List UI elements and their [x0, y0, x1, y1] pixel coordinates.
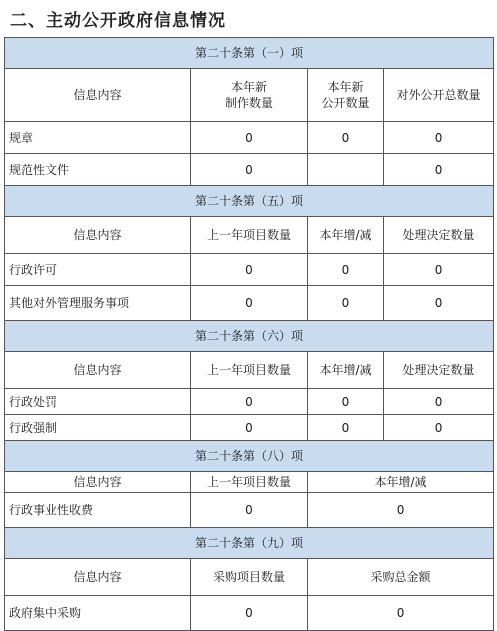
- cell-value: 0: [384, 154, 494, 186]
- cell-value: 0: [191, 254, 308, 286]
- column-header-row: [5, 69, 494, 122]
- column-header-row: [5, 217, 494, 254]
- column-header: 对外公开总数量: [384, 69, 494, 122]
- cell-value: 0: [384, 122, 494, 154]
- cell-value: 0: [308, 254, 384, 286]
- row-label: 其他对外管理服务事项: [5, 286, 191, 321]
- section-title: 第二十条第（五）项: [5, 186, 494, 217]
- cell-value: 0: [308, 415, 384, 441]
- row-label: 行政处罚: [5, 389, 191, 415]
- section-header-row: [5, 528, 494, 559]
- cell-value: 0: [308, 389, 384, 415]
- cell-value: 0: [191, 596, 308, 631]
- section-header-row: [5, 38, 494, 69]
- table-row: [5, 154, 494, 186]
- cell-value: [308, 154, 384, 186]
- column-header: 本年增/减: [308, 472, 494, 493]
- column-header: 信息内容: [5, 217, 191, 254]
- cell-value: 0: [384, 389, 494, 415]
- table-row: [5, 415, 494, 441]
- cell-value: 0: [308, 493, 494, 528]
- row-label: 行政事业性收费: [5, 493, 191, 528]
- column-header: 处理决定数量: [384, 352, 494, 389]
- column-header: 信息内容: [5, 472, 191, 493]
- table-row: [5, 254, 494, 286]
- table-row: [5, 596, 494, 631]
- column-header: 信息内容: [5, 69, 191, 122]
- section-title: 第二十条第（一）项: [5, 38, 494, 69]
- cell-value: 0: [191, 415, 308, 441]
- section-title: 第二十条第（九）项: [5, 528, 494, 559]
- column-header: 信息内容: [5, 559, 191, 596]
- cell-value: 0: [384, 286, 494, 321]
- column-header: 本年增/减: [308, 217, 384, 254]
- row-label: 政府集中采购: [5, 596, 191, 631]
- column-header: 采购项目数量: [191, 559, 308, 596]
- cell-value: 0: [191, 493, 308, 528]
- table-row: [5, 493, 494, 528]
- column-header-row: [5, 472, 494, 493]
- page-title: 二、主动公开政府信息情况: [10, 11, 226, 31]
- cell-value: 0: [384, 254, 494, 286]
- disclosure-table: [4, 37, 494, 631]
- column-header: 本年新 制作数量: [191, 69, 308, 122]
- cell-value: 0: [308, 596, 494, 631]
- cell-value: 0: [191, 286, 308, 321]
- column-header: 采购总金额: [308, 559, 494, 596]
- row-label: 行政强制: [5, 415, 191, 441]
- row-label: 行政许可: [5, 254, 191, 286]
- column-header: 本年新 公开数量: [308, 69, 384, 122]
- column-header: 上一年项目数量: [191, 217, 308, 254]
- section-header-row: [5, 321, 494, 352]
- table-row: [5, 286, 494, 321]
- column-header: 处理决定数量: [384, 217, 494, 254]
- section-title: 第二十条第（六）项: [5, 321, 494, 352]
- cell-value: 0: [384, 415, 494, 441]
- cell-value: 0: [308, 286, 384, 321]
- table-row: [5, 122, 494, 154]
- column-header: 上一年项目数量: [191, 352, 308, 389]
- cell-value: 0: [191, 389, 308, 415]
- column-header: 上一年项目数量: [191, 472, 308, 493]
- row-label: 规范性文件: [5, 154, 191, 186]
- cell-value: 0: [191, 122, 308, 154]
- column-header: 信息内容: [5, 352, 191, 389]
- section-header-row: [5, 186, 494, 217]
- column-header-row: [5, 352, 494, 389]
- row-label: 规章: [5, 122, 191, 154]
- section-title: 第二十条第（八）项: [5, 441, 494, 472]
- table-row: [5, 389, 494, 415]
- cell-value: 0: [308, 122, 384, 154]
- section-header-row: [5, 441, 494, 472]
- column-header: 本年增/减: [308, 352, 384, 389]
- cell-value: 0: [191, 154, 308, 186]
- column-header-row: [5, 559, 494, 596]
